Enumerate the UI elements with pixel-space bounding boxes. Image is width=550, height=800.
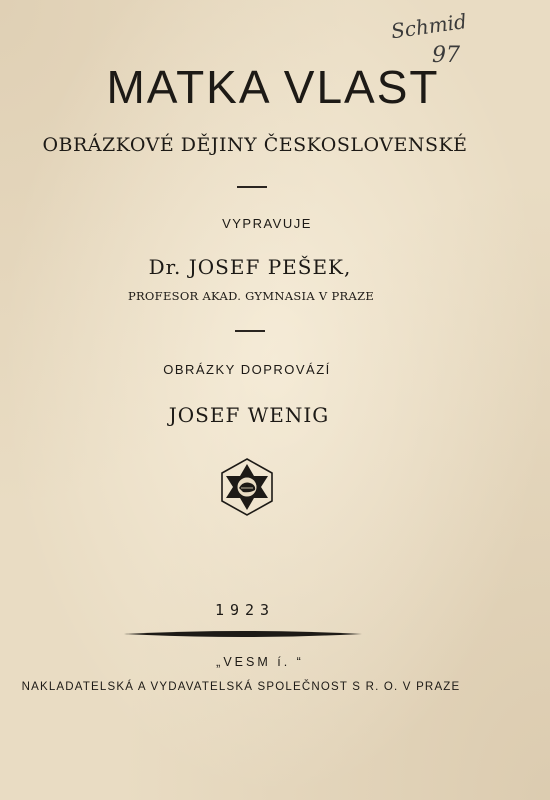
author-name: Dr. JOSEF PEŠEK,: [148, 255, 352, 279]
narrated-by-label: VYPRAVUJE: [222, 216, 312, 231]
book-subtitle: OBRÁZKOVÉ DĚJINY ČESKOSLOVENSKÉ: [42, 134, 468, 156]
divider-rule: [235, 330, 265, 332]
handwritten-name: Schmid: [389, 9, 469, 44]
publisher-emblem-icon: [220, 458, 274, 516]
book-title: MATKA VLAST: [106, 61, 440, 113]
divider-rule: [237, 186, 267, 188]
publisher-short-name: „VESM í. “: [216, 655, 304, 669]
decorative-rule: [124, 628, 362, 640]
illustrator-name: JOSEF WENIG: [168, 403, 330, 427]
publisher-full-name: NAKLADATELSKÁ A VYDAVATELSKÁ SPOLEČNOST S R. O. V PRAZE: [21, 681, 461, 693]
illustrations-label: OBRÁZKY DOPROVÁZÍ: [163, 362, 331, 377]
publication-year: 1923: [214, 601, 276, 619]
author-position: PROFESOR AKAD. GYMNASIA V PRAZE: [127, 289, 375, 303]
handwritten-annotation: [388, 4, 488, 68]
handwritten-number: 97: [432, 43, 460, 68]
